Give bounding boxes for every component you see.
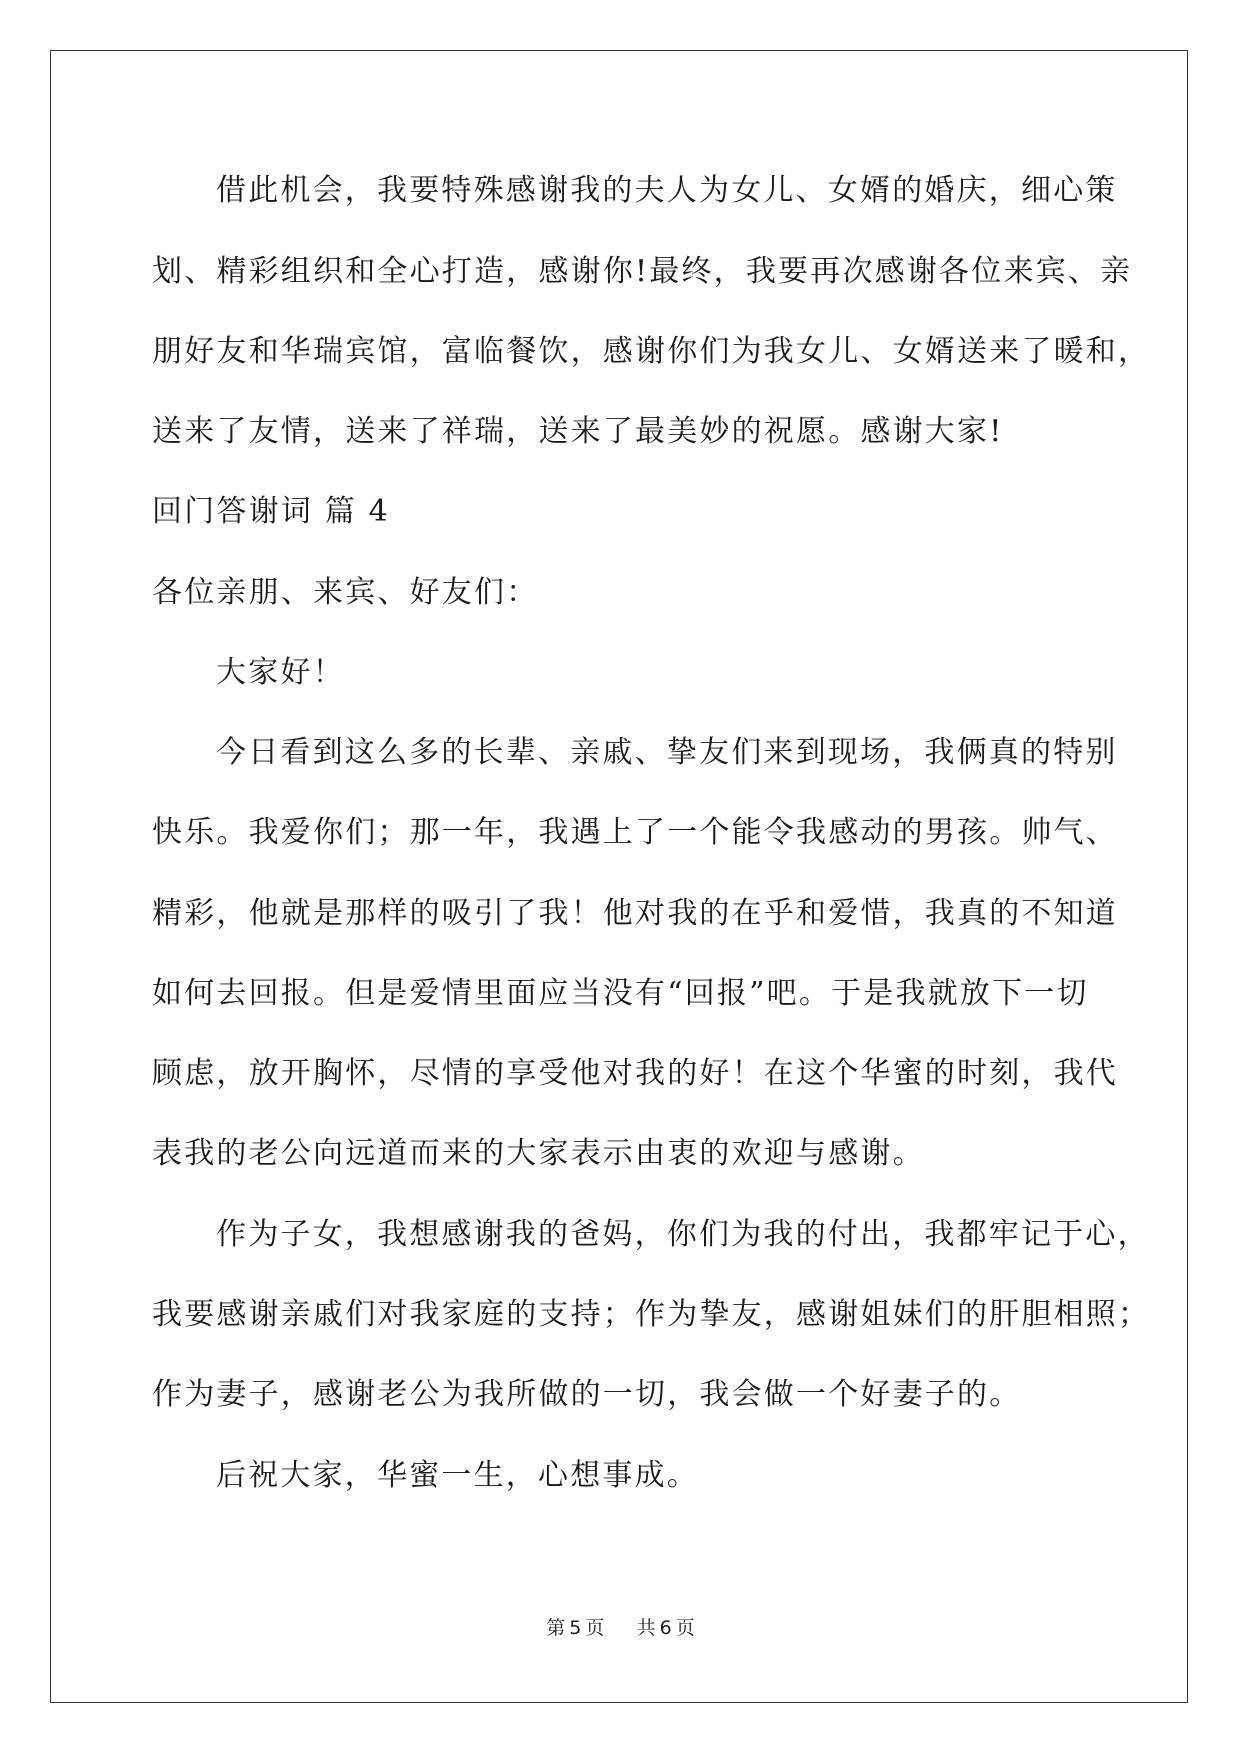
total-pages-indicator bbox=[635, 1617, 697, 1639]
total-suffix: 页 bbox=[675, 1617, 695, 1639]
greeting: 大家好！ bbox=[216, 655, 345, 690]
total-pages: 6 bbox=[659, 1617, 672, 1639]
paragraph-line: 作为子女，我想感谢我的爸妈，你们为我的付出，我都牢记于心， bbox=[216, 1217, 1150, 1252]
closing-line: 后祝大家，华蜜一生，心想事成。 bbox=[216, 1458, 699, 1493]
paragraph-line: 朋好友和华瑞宾馆，富临餐饮，感谢你们为我女儿、女婿送来了暖和， bbox=[152, 334, 1151, 369]
page-indicator bbox=[544, 1617, 606, 1639]
paragraph-line: 顾虑，放开胸怀，尽情的享受他对我的好！在这个华蜜的时刻，我代 bbox=[152, 1056, 1118, 1091]
page-number: 5 bbox=[569, 1617, 582, 1639]
paragraph-line: 送来了友情，送来了祥瑞，送来了最美妙的祝愿。感谢大家! bbox=[152, 414, 1004, 449]
paragraph-line: 精彩，他就是那样的吸引了我！他对我的在乎和爱惜，我真的不知道 bbox=[152, 896, 1118, 931]
page-footer bbox=[0, 1616, 1241, 1640]
paragraph-line: 快乐。我爱你们；那一年，我遇上了一个能令我感动的男孩。帅气、 bbox=[152, 815, 1118, 850]
paragraph-line: 如何去回报。但是爱情里面应当没有“回报”吧。于是我就放下一切 bbox=[152, 976, 1089, 1011]
paragraph-line: 借此机会，我要特殊感谢我的夫人为女儿、女婿的婚庆，细心策 bbox=[216, 173, 1118, 208]
paragraph-line: 作为妻子，感谢老公为我所做的一切，我会做一个好妻子的。 bbox=[152, 1377, 1022, 1412]
paragraph-line: 表我的老公向远道而来的大家表示由衷的欢迎与感谢。 bbox=[152, 1136, 925, 1171]
paragraph-line: 我要感谢亲戚们对我家庭的支持；作为挚友，感谢姐妹们的肝胆相照； bbox=[152, 1297, 1151, 1332]
page-suffix: 页 bbox=[585, 1617, 605, 1639]
paragraph-line: 今日看到这么多的长辈、亲戚、挚友们来到现场，我俩真的特别 bbox=[216, 735, 1118, 770]
total-prefix: 共 bbox=[636, 1617, 656, 1639]
section-heading: 回门答谢词 篇 4 bbox=[152, 494, 390, 529]
paragraph-line: 划、精彩组织和全心打造，感谢你!最终，我要再次感谢各位来宾、亲 bbox=[152, 254, 1133, 289]
page-prefix: 第 bbox=[546, 1617, 566, 1639]
salutation: 各位亲朋、来宾、好友们： bbox=[152, 575, 539, 610]
